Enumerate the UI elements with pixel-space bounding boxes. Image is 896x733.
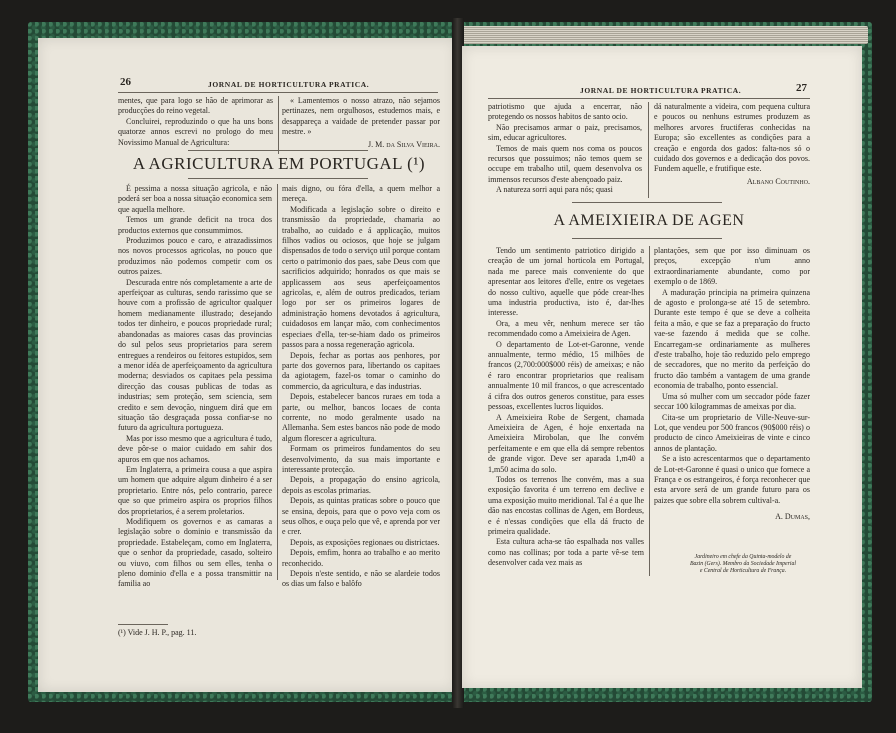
paragraph: É pessima a nossa situação agricola, e não poderá ser boa a nossa situação economica sem que aquella melhore. <box>118 184 272 214</box>
article-column-1 <box>488 246 644 569</box>
paragraph: Não precisamos armar o paiz, precisamos, sim, educar agricultores. <box>488 122 642 143</box>
paragraph: Depois, as exposições regionaes ou districtaes. <box>290 537 440 547</box>
paragraph: Temos de mais quem nos coma os poucos recursos que possuimos; não temos quem se occupe em trabalho util, quem desenvolva os immensos recursos d'este abençoado paiz. <box>488 143 642 184</box>
title-rule-bottom <box>188 178 368 179</box>
column-divider <box>278 96 279 154</box>
paragraph: dá naturalmente a videira, com pequena cultura e poucos ou nenhuns estrumes produzem as melhores arvores fructiferas conhecidas na Europa; são excellentes as condições para a creação e engorda dos gados: falta-nos só o cuidado dos governos e a dedicação dos povos. Fundem aquelle, e frutifique este. <box>654 102 810 174</box>
paragraph: Todos os terrenos lhe convém, mas a sua exposição favorita é um terreno em declive e uma exposição muito meridional. Tal é a que lhe dão nas encostas collinas de Agen, em Bordeus, e é n'essas condições que ella dá fructo de primeira qualidade. <box>488 474 644 536</box>
article-title: A AMEIXIEIRA DE AGEN <box>553 212 745 229</box>
title-rule-top <box>572 202 722 203</box>
paragraph: Esta cultura acha-se tão espalhada nos valles como nas collinas; por toda a parte vê-se tem desenvolver cada vez mais as <box>488 537 644 568</box>
right-page <box>462 46 862 688</box>
paragraph: Depois, a propagação do ensino agricola, depois as escolas primarias. <box>282 475 440 495</box>
header-rule <box>488 98 810 99</box>
affiliation-line: e Central de Horticultura de França. <box>699 568 787 575</box>
paragraph: Concluirei, reproduzindo o que ha uns bons quatorze annos escrevi no prologo do meu Novissimo Manual de Agricultura: <box>118 116 273 147</box>
footnote-rule <box>118 624 168 625</box>
column-divider <box>649 246 650 576</box>
affiliation-line: Bazin (Gers). Membro da Sociedade Imperial <box>689 561 797 568</box>
paragraph: Em Inglaterra, a primeira cousa a que aspira um homem que adquire algum dinheiro é a ser proprietario. Entre nós, pelo contrario, parece que so que primeiro aspira os proprios filhos dos proprietarios, é a serem proletarios. <box>118 464 272 516</box>
article-title: A AGRICULTURA EM PORTUGAL (¹) <box>132 154 426 173</box>
article-column-1 <box>118 184 272 590</box>
author-signature: A. Dumas, <box>775 512 810 522</box>
paragraph: Depois, emfim, honra ao trabalho e ao merito reconhecido. <box>282 548 440 568</box>
paragraph: Temos um grande deficit na troca dos productos externos que consummimos. <box>118 215 272 235</box>
paragraph: A Ameixieira Robe de Sergent, chamada Ameixieira de Agen, é hoje enxertada na Ameixieira Mirobolan, que lhe convém perfeitamente e em que ella dá sempre rebentos de grande vigor. Deve ser aparada 1,m40 a 1,m50 acima do solo. <box>488 412 644 474</box>
footnote: (¹) Vide J. H. P., pag. 11. <box>118 628 197 637</box>
title-rule-top <box>188 150 368 151</box>
quote-signature: J. M. da Silva Vieira. <box>368 139 440 149</box>
paragraph: Depois, as quintas praticas sobre o pouco que se ensina, depois, para que o povo veja com os seus olhos, e ouça pelo que vê, e aprenda por ver e crer. <box>282 496 440 537</box>
header-rule <box>118 92 438 93</box>
left-page <box>38 38 456 692</box>
paragraph: Descurada entre nós completamente a arte de aperfeiçoar as culturas, sendo rarissimo que se houve com a profissão de agricultor qualquer homem medianamente illustrado; desejando todos ter dinheiro, e poucos propriedade rural; abandonadas as maiores casas das provincias do sul pelos seus proprietarios para serem entregues a rendeiros ou feitores estupidos, sem a menor idéa de aperfeiçoamento da agricultura moderna; desviados os capitaes pela pessima direcção das cousas publicas de todas as industrias; sem proteção, sem sciencia, sem credito e sem devoção, ninguem dirá que em situação tão desgraçada possa confiar-se no futuro da agricultura portugueza. <box>118 277 272 433</box>
paragraph: Modifiquem os governos e as camaras a legislação sobre o dominio e transmissão da propriedade. Estabeleçam, como em Inglaterra, que o senhor da propriedade, casado, solteiro ou viuvo, com filhos ou sem elles, tenha o pleno dominio d'ella e a possa transmittir na familia ao <box>118 517 272 589</box>
affiliation-line: Jardineiro em chefe da Quinta-modelo de <box>694 554 792 560</box>
paragraph: mais digno, ou fóra d'ella, a quem melhor a mereça. <box>282 184 440 204</box>
title-rule-bottom <box>572 238 722 239</box>
column-divider <box>648 102 649 198</box>
page-edges <box>458 26 868 44</box>
paragraph: Produzimos pouco e caro, e atrazadissimos nos novos processos agricolas, no pouco que produzimos não podemos competir com os outros paizes. <box>118 236 272 277</box>
page-number: 27 <box>796 82 807 94</box>
article-column-2 <box>282 184 440 590</box>
paragraph: Depois n'este sentido, e não se alardeie todos os dias um falso e balôfo <box>282 569 440 589</box>
paragraph: plantações, sem que por isso diminuam os preços, excepção n'um anno extraordinariamente abundante, como por exemplo o de 1869. <box>654 246 810 287</box>
page-number: 26 <box>120 76 131 88</box>
paragraph: O departamento de Lot-et-Garonne, vende annualmente, termo médio, 15 milhões de francos (2,700:000$000 réis) de ameixas; e não é raro encontrar proprietarios que realisam annualmente 10 mil francos, o que acrescentado á cifra dos outros generos constitue, para esses pessoas, excellentes lucros liquidos. <box>488 339 644 412</box>
paragraph: A maduração principia na primeira quinzena de agosto e prolonga-se até 15 de setembro. Durante este tempo é que se deve a colheita feita a mão, e que se faz a preparação do fructo vae-se fazendo á medida que se colhe. Encarregam-se ordinariamente as mulheres d'este trabalho, hoje tão reduzido pelo emprego de seccadores, que no merito da perfeição do fructo dão também a vantagem de uma grande economia de trabalho, ponto essencial. <box>654 287 810 391</box>
paragraph: Depois, fechar as portas aos penhores, por parte dos governos para, libertando os capitaes da agiotagem, fazel-os tomar o caminho do commercio, da agricultura, e das industrias. <box>282 350 440 391</box>
paragraph: Modificada a legislação sobre o direito e transmissão da propriedade, chamaria ao trabalho, ao cuidado e á applicação, muitos filhos vadios ou ociosos, que hoje se julgam dispensados de todo o serviço util porque contam certo o patrimonio dos paes, sabe Deus com que sacrificios adquirido; honrados os que mais se applicassem aos seus aperfeiçoamentos agricolas, e, além de outros predicados, teriam logo por ser os primeiros logares de administração homens devotados á agricultura, cuidadosos em lançar mão, com conhecimentos especiaes d'ella, ter-se-hiam dado os primeiros passos para a nossa regeneração agricola. <box>282 204 440 350</box>
paragraph: Tendo um sentimento patriotico dirigido a creação de um jornal horticola em Portugal, nada me parece mais conveniente do que apresentar aos leitores d'elle, entre os vegetaes do nosso cultivo, aquelle que póde crear-lhes uma industria productiva, isto é, dar-lhes interesse. <box>488 246 644 318</box>
paragraph: Depois, estabelecer bancos ruraes em toda a parte, ou melhor, bancos locaes de conta corrente, no modo geralmente usado na Allemanha. Sem estes bancos não pode de modo algum florescer a agricultura. <box>282 392 440 443</box>
quote: « Lamentemos o nosso atrazo, não sejamos pertinazes, nem orgulhosos, estudemos mais, e desappareça a vaidade de pretender passar por mestre. » <box>282 96 440 137</box>
intro-column <box>118 96 273 148</box>
running-head: JORNAL DE HORTICULTURA PRATICA. <box>580 86 742 95</box>
paragraph: A natureza sorri aqui para nós; quasi <box>496 185 613 195</box>
author-affiliation <box>678 554 808 576</box>
paragraph: Uma só mulher com um seccador póde fazer seccar 100 kilogrammas de ameixas por dia. <box>654 391 810 412</box>
article-signature: Albano Coutinho. <box>746 176 810 186</box>
paragraph: patriotismo que ajuda a encerrar, não protegendo os nossos habitos de santo ocio. <box>488 102 642 122</box>
top-column-1 <box>488 102 642 196</box>
running-head: JORNAL DE HORTICULTURA PRATICA. <box>208 80 370 89</box>
column-divider <box>277 184 278 580</box>
quote-column <box>282 96 440 150</box>
article-column-2 <box>654 246 810 523</box>
paragraph: Ora, a meu vêr, nenhum merece ser tão recommendado como a Ameixieira de Agen. <box>488 318 644 339</box>
paragraph: Mas por isso mesmo que a agricultura é tudo, deve pôr-se o maior cuidado em sahir dos apuros em que nos achamos. <box>118 433 272 464</box>
paragraph: Formam os primeiros fundamentos do seu desenvolvimento, da sua mais importante e interessante protecção. <box>282 444 440 474</box>
top-column-2 <box>654 102 810 187</box>
paragraph: mentes, que para logo se hão de aprimorar as producções do reino vegetal. <box>118 96 273 116</box>
paragraph: Se a isto acrescentarmos que o departamento de Lot-et-Garonne é quasi o unico que fornece a França e os estrangeiros, é força reconhecer que esta arvore será de um grande futuro para os paizes que sobre ella sobrem cultival-a. <box>654 454 810 505</box>
paragraph: Cita-se um proprietario de Ville-Neuve-sur-Lot, que vendeu por 500 francos (90$000 réis) o producto de cinco Ameixieiras de vinte e cinco annos de plantação. <box>654 412 810 453</box>
